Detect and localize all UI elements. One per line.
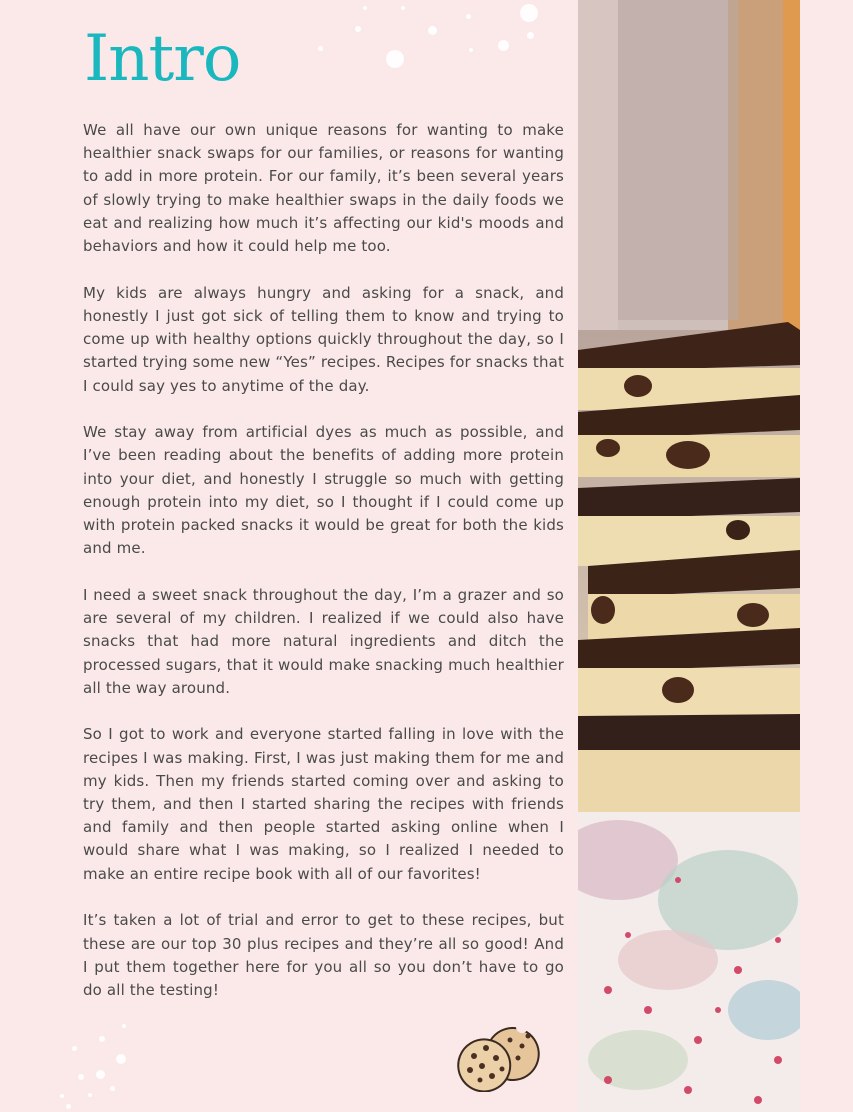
intro-paragraph: So I got to work and everyone started falling in love with the recipes I was making. First, I was just making them for me and my kids. Then my friends started coming over and asking to try them, and then I started sharing the recipes with friends and family and then people started asking online when I would share what I was making, so I realized I needed to make an entire recipe book with all of our favorites! [83,725,564,883]
page-title: Intro [84,22,241,96]
intro-paragraph: We all have our own unique reasons for wanting to make healthier snack swaps for our families, or reasons for wanting to add in more protein. For our family, it’s been several years of slowly trying to make healthier swaps in the daily foods we eat and realizing how much it’s affecting our kid's moods and behaviors and how it could help me too. [83,121,564,256]
intro-paragraph: We stay away from artificial dyes as much as possible, and I’ve been reading about the benefits of adding more protein into your diet, and honestly I struggle so much with getting enough protein into my diet, so I thought if I could come up with protein packed snacks it would be great for both the kids and me. [83,423,564,558]
intro-paragraph: I need a sweet snack throughout the day, I’m a grazer and so are several of my children. I realized if we could also have snacks that had more natural ingredients and ditch the processed sugars, that it would make snacking much healthier all the way around. [83,585,564,697]
intro-paragraph: It’s taken a lot of trial and error to get to these recipes, but these are our top 30 plus recipes and they’re all so good! And I put them together here for you all so you don’t have to go do all the testing! [83,911,564,999]
stack-of-protein-bars-photo [578,0,800,1112]
intro-paragraph: My kids are always hungry and asking for a snack, and honestly I just got sick of telling them to know and trying to come up with healthy options quickly throughout the day, so I started trying some new “Yes” recipes. Recipes for snacks that I could say yes to anytime of the day. [83,283,564,395]
cookies-icon [452,1022,542,1096]
intro-body [83,119,564,1026]
